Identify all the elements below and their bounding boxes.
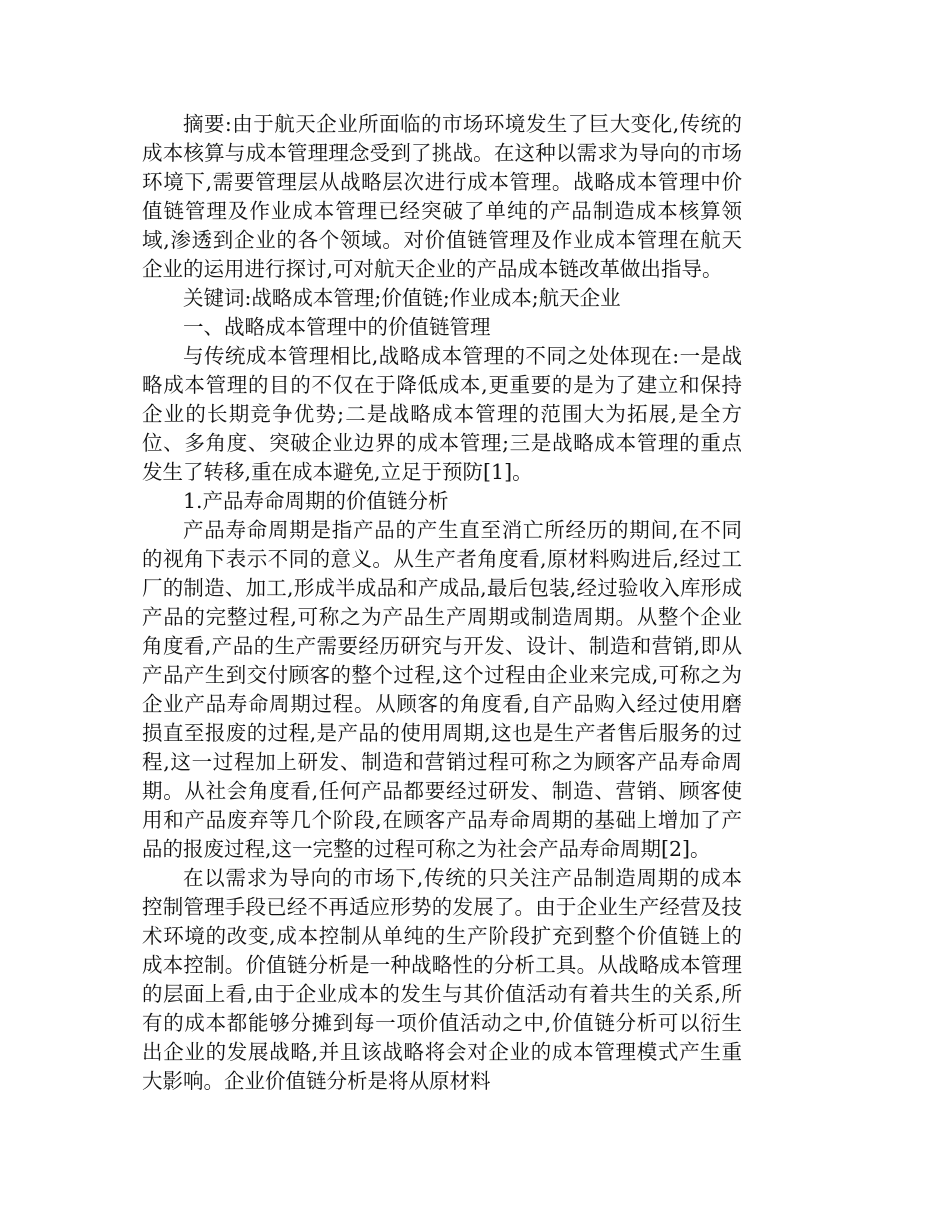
subsection-heading: 1.产品寿命周期的价值链分析 xyxy=(183,489,449,513)
keywords-paragraph: 关键词:战略成本管理;价值链;作业成本;航天企业 xyxy=(183,286,621,310)
body-paragraph: 在以需求为导向的市场下,传统的只关注产品制造周期的成本控制管理手段已经不再适应形势的发展了。由于企业生产经营及技术环境的改变,成本控制从单纯的生产阶段扩充到整个价值链上的成本控制。价值链分析是一种战略性的分析工具。从战略成本管理的层面上看,由于企业成本的发生与其价值活动有着共生的关系,所有的成本都能够分摊到每一项价值活动之中,价值链分析可以衍生出企业的发展战略,并且该战略将会对企业的成本管理模式产生重大影响。企业价值链分析是将从原材料 xyxy=(142,866,742,1093)
body-paragraph: 产品寿命周期是指产品的产生直至消亡所经历的期间,在不同的视角下表示不同的意义。从生产者角度看,原材料购进后,经过工厂的制造、加工,形成半成品和产成品,最后包装,经过验收入库形成产品的完整过程,可称之为产品生产周期或制造周期。从整个企业角度看,产品的生产需要经历研究与开发、设计、制造和营销,即从产品产生到交付顾客的整个过程,这个过程由企业来完成,可称之为企业产品寿命周期过程。从顾客的角度看,自产品购入经过使用磨损直至报废的过程,是产品的使用周期,这也是生产者售后服务的过程,这一过程加上研发、制造和营销过程可称之为顾客产品寿命周期。从社会角度看,任何产品都要经过研发、制造、营销、顾客使用和产品废弃等几个阶段,在顾客产品寿命周期的基础上增加了产品的报废过程,这一完整的过程可称之为社会产品寿命周期[2]。 xyxy=(142,518,742,861)
section-heading: 一、战略成本管理中的价值链管理 xyxy=(183,315,491,339)
body-paragraph: 与传统成本管理相比,战略成本管理的不同之处体现在:一是战略成本管理的目的不仅在于降低成本,更重要的是为了建立和保持企业的长期竞争优势;二是战略成本管理的范围大为拓展,是全方位、多角度、突破企业边界的成本管理;三是战略成本管理的重点发生了转移,重在成本避免,立足于预防[1]。 xyxy=(142,344,742,484)
abstract-paragraph: 摘要:由于航天企业所面临的市场环境发生了巨大变化,传统的成本核算与成本管理理念受到了挑战。在这种以需求为导向的市场环境下,需要管理层从战略层次进行成本管理。战略成本管理中价值链管理及作业成本管理已经突破了单纯的产品制造成本核算领域,渗透到企业的各个领域。对价值链管理及作业成本管理在航天企业的运用进行探讨,可对航天企业的产品成本链改革做出指导。 xyxy=(142,112,742,281)
document-page xyxy=(142,110,742,1096)
